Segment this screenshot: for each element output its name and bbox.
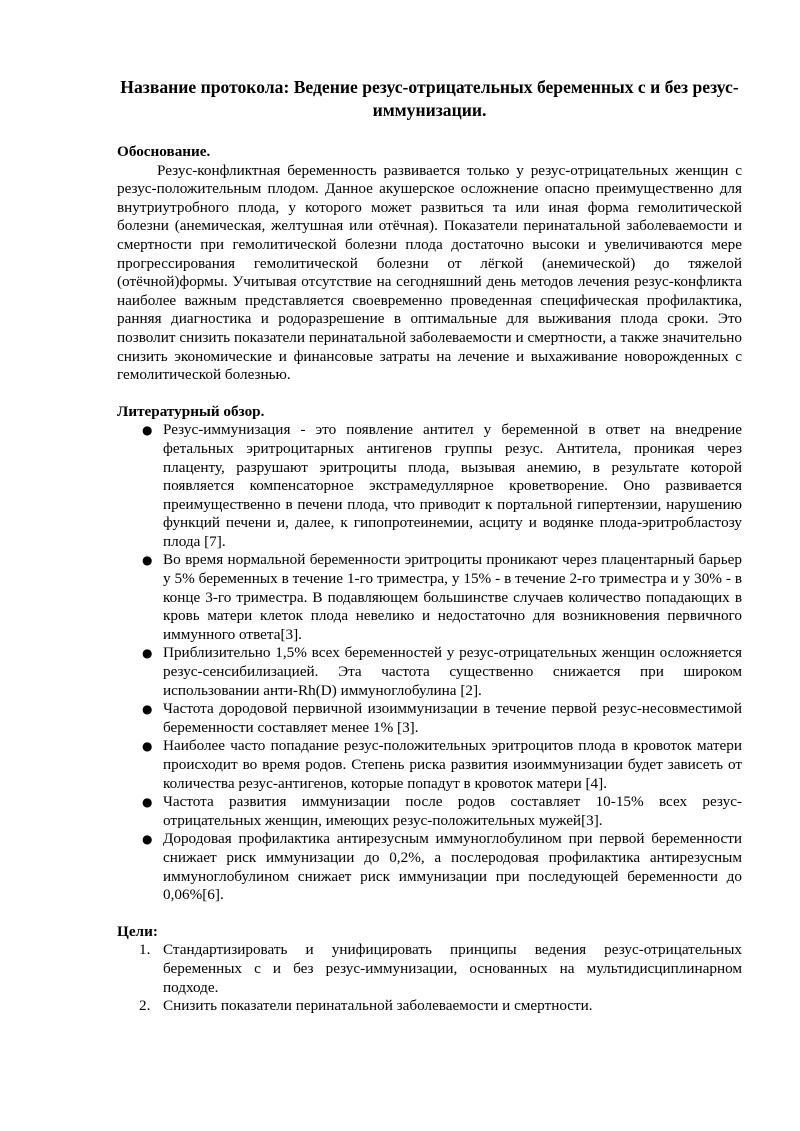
rationale-heading: Обоснование. <box>117 143 211 160</box>
list-item <box>117 793 742 830</box>
rationale-paragraph: Резус-конфликтная беременность развивается только у резус-отрицательных женщин с резус-положительным плодом. Данное акушерское осложнение опасно преимущественно для внутриутробного плода, у которого может развиться та или иная форма гемолитической болезни (анемическая, желтушная или отёчная). Показатели перинатальной заболеваемости и смертности при гемолитической болезни плода достаточно высоки и увеличиваются мере прогрессирования гемолитической болезни от лёгкой (анемической) до тяжелой (отёчной)формы. Учитывая отсутствие на сегодняшний день методов лечения резус-конфликта наиболее важным представляется своевременно проведенная специфическая профилактика, ранняя диагностика и родоразрешение в оптимальные для выживания плода сроки. Это позволит снизить показатели перинатальной заболеваемости и смертности, а также значительно снизить экономические и финансовые затраты на лечение и выхаживание новорожденных с гемолитической болезнью. <box>117 161 742 384</box>
list-item-text: Резус-иммунизация - это появление антител у беременной в ответ на внедрение фетальных эритроцитарных антигенов группы резус. Антитела, проникая через плаценту, разрушают эритроциты плода, вызывая анемию, в результате которой появляется компенсаторное экстрамедуллярное кроветворение. Оно развивается преимущественно в печени плода, что приводит к портальной гипертензии, нарушению функций печени и, далее, к гипопротеинемии, асциту и водянке плода-эритробластозу плода [7]. <box>163 421 742 550</box>
page-title: Название протокола: Ведение резус-отрицательных беременных с и без резус-иммунизации. <box>120 77 739 120</box>
list-item-text: Во время нормальной беременности эритроциты проникают через плацентарный барьер у 5% беременных в течение 1-го триместра, у 15% - в течение 2-го триместра и у 30% - в конце 3-го триместра. В подавляющем большинстве случаев количество попадающих в кровь матери клеток плода невелико и недостаточно для возникновения первичного иммунного ответа[3]. <box>163 551 742 643</box>
goals-list <box>117 941 742 1015</box>
list-item <box>117 551 742 644</box>
list-item-number: 2. <box>139 997 151 1015</box>
list-item-text: Частота развития иммунизации после родов составляет 10-15% всех резус-отрицательных женщин, имеющих резус-положительных мужей[3]. <box>163 793 742 829</box>
bullet-icon: ● <box>142 702 153 717</box>
bullet-icon: ● <box>142 795 153 810</box>
list-item <box>117 700 742 737</box>
bullet-icon: ● <box>142 739 153 754</box>
bullet-icon: ● <box>142 423 153 438</box>
list-item <box>117 737 742 793</box>
bullet-icon: ● <box>142 832 153 847</box>
list-item <box>117 941 742 997</box>
review-heading: Литературный обзор. <box>117 402 265 420</box>
list-item-text: Наиболее часто попадание резус-положительных эритроцитов плода в кровоток матери происходит во время родов. Степень риска развития изоиммунизации будет зависеть от количества резус-антигенов, которые попадут в кровоток матери [4]. <box>163 737 742 792</box>
list-item <box>117 830 742 904</box>
bullet-icon: ● <box>142 646 153 661</box>
list-item <box>117 421 742 551</box>
list-item <box>117 997 742 1016</box>
list-item-number: 1. <box>139 941 151 959</box>
goals-heading: Цели: <box>117 922 158 940</box>
review-list <box>117 421 742 904</box>
list-item <box>117 644 742 700</box>
list-item-text: Снизить показатели перинатальной заболеваемости и смертности. <box>163 997 593 1015</box>
list-item-text: Приблизительно 1,5% всех беременностей у резус-отрицательных женщин осложняется резус-сенсибилизацией. Эта частота существенно снижается при широком использовании анти-Rh(D) иммуноглобулина [2]. <box>163 644 742 699</box>
bullet-icon: ● <box>142 553 153 568</box>
list-item-text: Стандартизировать и унифицировать принципы ведения резус-отрицательных беременных с и без резус-иммунизации, основанных на мультидисциплинарном подходе. <box>163 941 742 996</box>
document-page <box>117 76 742 1016</box>
list-item-text: Дородовая профилактика антирезусным иммуноглобулином при первой беременности снижает риск иммунизации до 0,2%, а послеродовая профилактика антирезусным иммуноглобулином снижает риск иммунизации при последующей беременности до 0,06%[6]. <box>163 830 742 904</box>
list-item-text: Частота дородовой первичной изоиммунизации в течение первой резус-несовместимой беременности составляет менее 1% [3]. <box>163 700 742 736</box>
